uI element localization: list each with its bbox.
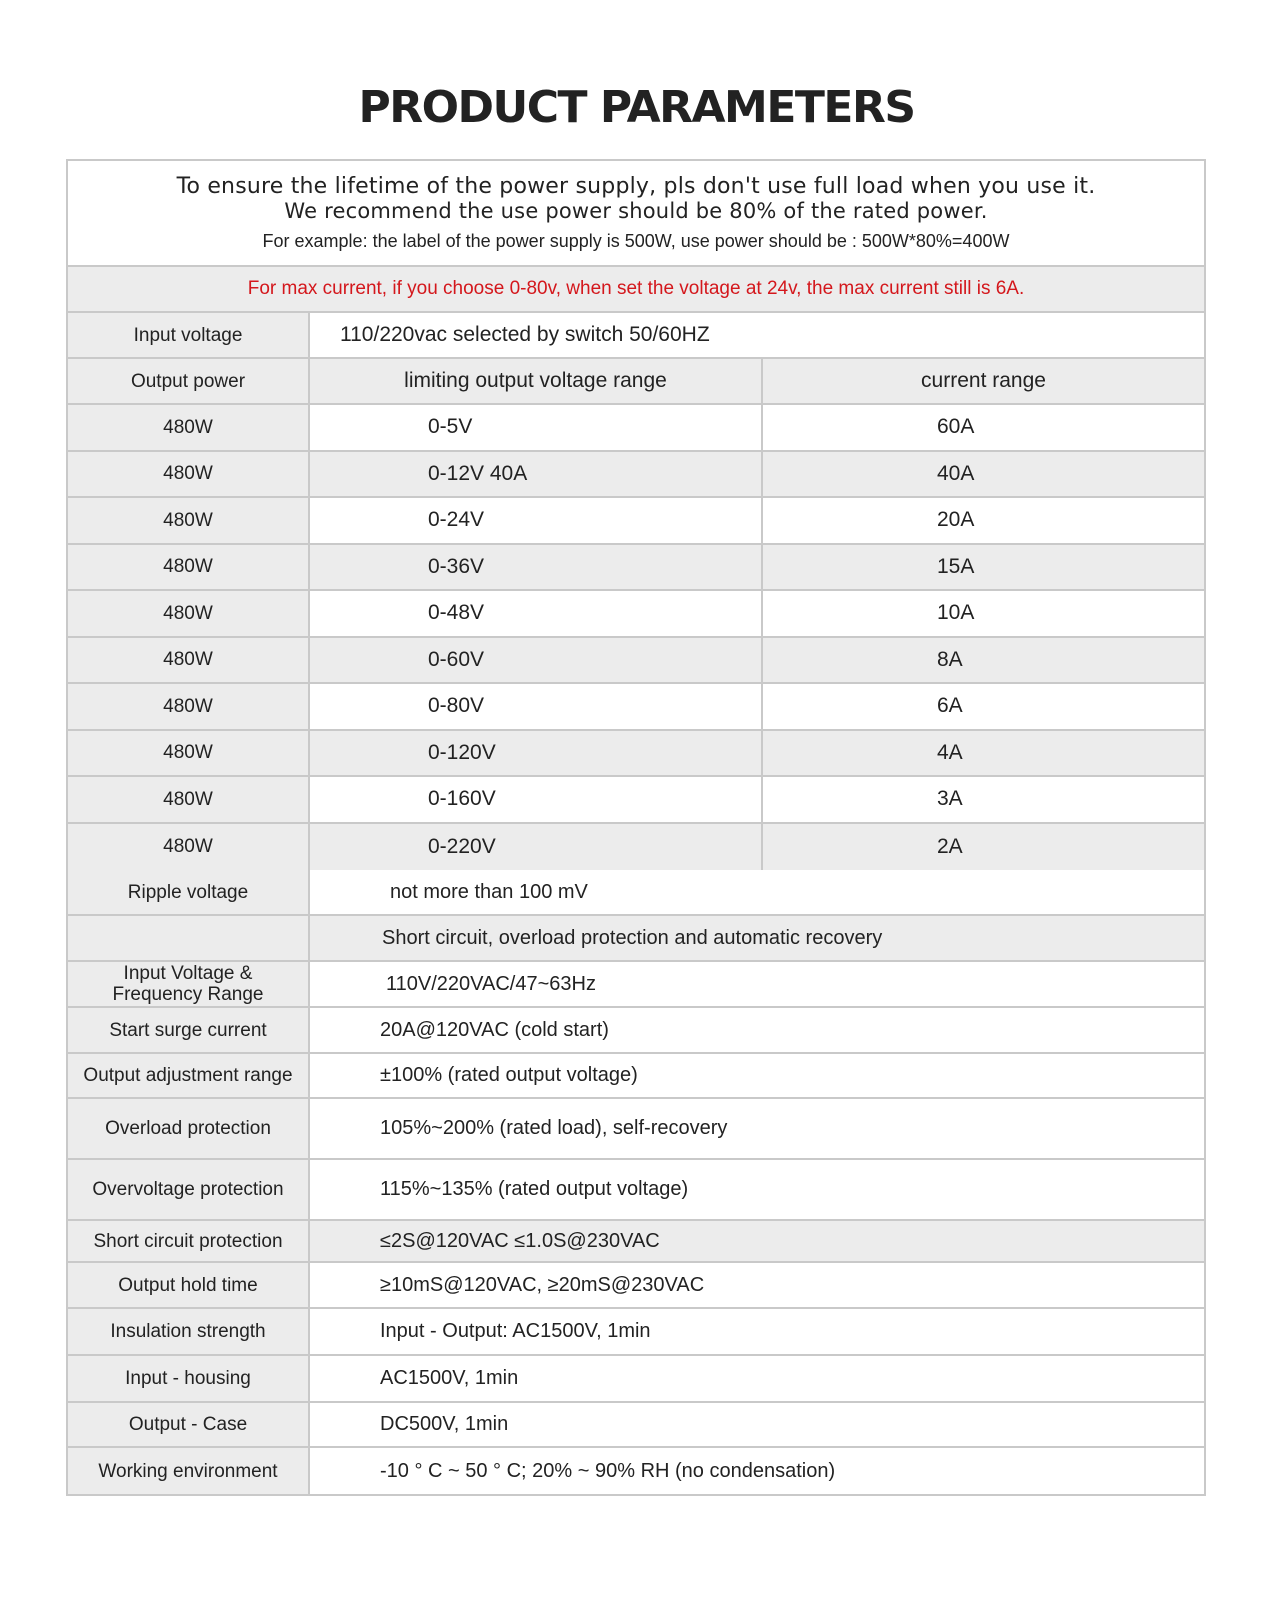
current-range-cell: 20A (763, 498, 1204, 543)
spec-value: 110V/220VAC/47~63Hz (310, 962, 1204, 1006)
output-power-header: Output power (68, 359, 310, 403)
voltage-range-cell: 0-220V (310, 824, 763, 871)
spec-label: Ripple voltage (68, 870, 310, 914)
spec-label: Overload protection (68, 1099, 310, 1158)
spec-row (68, 1263, 1204, 1309)
spec-label: Overvoltage protection (68, 1160, 310, 1219)
current-range-cell: 8A (763, 638, 1204, 683)
output-power-cell: 480W (68, 452, 310, 497)
table-row (68, 452, 1204, 499)
usage-notice (68, 161, 1204, 267)
spec-label: Input Voltage & Frequency Range (68, 962, 310, 1006)
spec-value: not more than 100 mV (310, 870, 1204, 914)
output-power-cell: 480W (68, 731, 310, 776)
output-header-row (68, 359, 1204, 405)
spec-label: Insulation strength (68, 1309, 310, 1354)
row-value: 110/220vac selected by switch 50/60HZ (310, 313, 1204, 357)
current-range-cell: 2A (763, 824, 1204, 871)
spec-row (68, 1054, 1204, 1099)
spec-row (68, 1160, 1204, 1221)
current-range-cell: 3A (763, 777, 1204, 822)
current-range-cell: 60A (763, 405, 1204, 450)
spec-value: DC500V, 1min (310, 1403, 1204, 1446)
model-rows (68, 405, 1204, 870)
spec-label: Output hold time (68, 1263, 310, 1307)
spec-value: 105%~200% (rated load), self-recovery (310, 1099, 1204, 1158)
output-power-cell: 480W (68, 684, 310, 729)
spec-value: AC1500V, 1min (310, 1356, 1204, 1401)
spec-value: 115%~135% (rated output voltage) (310, 1160, 1204, 1219)
row-label: Input voltage (68, 313, 310, 357)
spec-value: Short circuit, overload protection and automatic recovery (310, 916, 1204, 960)
spec-row (68, 1309, 1204, 1356)
spec-row (68, 962, 1204, 1008)
spec-label: Working environment (68, 1448, 310, 1494)
spec-row (68, 870, 1204, 916)
spec-value: ±100% (rated output voltage) (310, 1054, 1204, 1097)
current-range-header: current range (763, 359, 1204, 403)
notice-line-2: We recommend the use power should be 80% of the rated power. (284, 199, 988, 223)
output-power-cell: 480W (68, 824, 310, 871)
spec-label: Short circuit protection (68, 1221, 310, 1261)
spec-label: Input - housing (68, 1356, 310, 1401)
table-row (68, 684, 1204, 731)
spec-row (68, 1099, 1204, 1160)
table-row (68, 591, 1204, 638)
output-power-cell: 480W (68, 405, 310, 450)
spec-row (68, 916, 1204, 962)
table-row (68, 824, 1204, 871)
output-power-cell: 480W (68, 777, 310, 822)
output-power-cell: 480W (68, 498, 310, 543)
current-range-cell: 15A (763, 545, 1204, 590)
current-range-cell: 10A (763, 591, 1204, 636)
spec-value: 20A@120VAC (cold start) (310, 1008, 1204, 1052)
voltage-range-cell: 0-120V (310, 731, 763, 776)
current-range-cell: 6A (763, 684, 1204, 729)
table-row (68, 498, 1204, 545)
spec-value: -10 ° C ~ 50 ° C; 20% ~ 90% RH (no condensation) (310, 1448, 1204, 1494)
voltage-range-cell: 0-60V (310, 638, 763, 683)
current-range-cell: 40A (763, 452, 1204, 497)
voltage-range-cell: 0-160V (310, 777, 763, 822)
notice-line-1: To ensure the lifetime of the power supply, pls don't use full load when you use it. (176, 174, 1096, 199)
spec-label: Output adjustment range (68, 1054, 310, 1097)
page-title: PRODUCT PARAMETERS (358, 82, 915, 133)
spec-row (68, 1008, 1204, 1054)
max-current-warning: For max current, if you choose 0-80v, when set the voltage at 24v, the max current still is 6A. (68, 267, 1204, 313)
spec-value: ≤2S@120VAC ≤1.0S@230VAC (310, 1221, 1204, 1261)
spec-value: ≥10mS@120VAC, ≥20mS@230VAC (310, 1263, 1204, 1307)
table-row (68, 731, 1204, 778)
spec-label: Start surge current (68, 1008, 310, 1052)
notice-line-3: For example: the label of the power supply is 500W, use power should be : 500W*80%=400W (262, 231, 1010, 251)
output-power-cell: 480W (68, 638, 310, 683)
spec-label (68, 916, 310, 960)
parameters-table (66, 159, 1206, 1496)
table-row (68, 777, 1204, 824)
spec-rows (68, 870, 1204, 1494)
current-range-cell: 4A (763, 731, 1204, 776)
voltage-range-cell: 0-80V (310, 684, 763, 729)
voltage-range-cell: 0-48V (310, 591, 763, 636)
voltage-range-cell: 0-5V (310, 405, 763, 450)
spec-row (68, 1221, 1204, 1263)
output-power-cell: 480W (68, 545, 310, 590)
table-row (68, 545, 1204, 592)
table-row (68, 405, 1204, 452)
spec-row (68, 1448, 1204, 1494)
input-voltage-row (68, 313, 1204, 359)
spec-row (68, 1403, 1204, 1448)
spec-value: Input - Output: AC1500V, 1min (310, 1309, 1204, 1354)
voltage-range-cell: 0-24V (310, 498, 763, 543)
spec-label: Output - Case (68, 1403, 310, 1446)
voltage-range-header: limiting output voltage range (310, 359, 763, 403)
spec-row (68, 1356, 1204, 1403)
output-power-cell: 480W (68, 591, 310, 636)
table-row (68, 638, 1204, 685)
voltage-range-cell: 0-12V 40A (310, 452, 763, 497)
voltage-range-cell: 0-36V (310, 545, 763, 590)
